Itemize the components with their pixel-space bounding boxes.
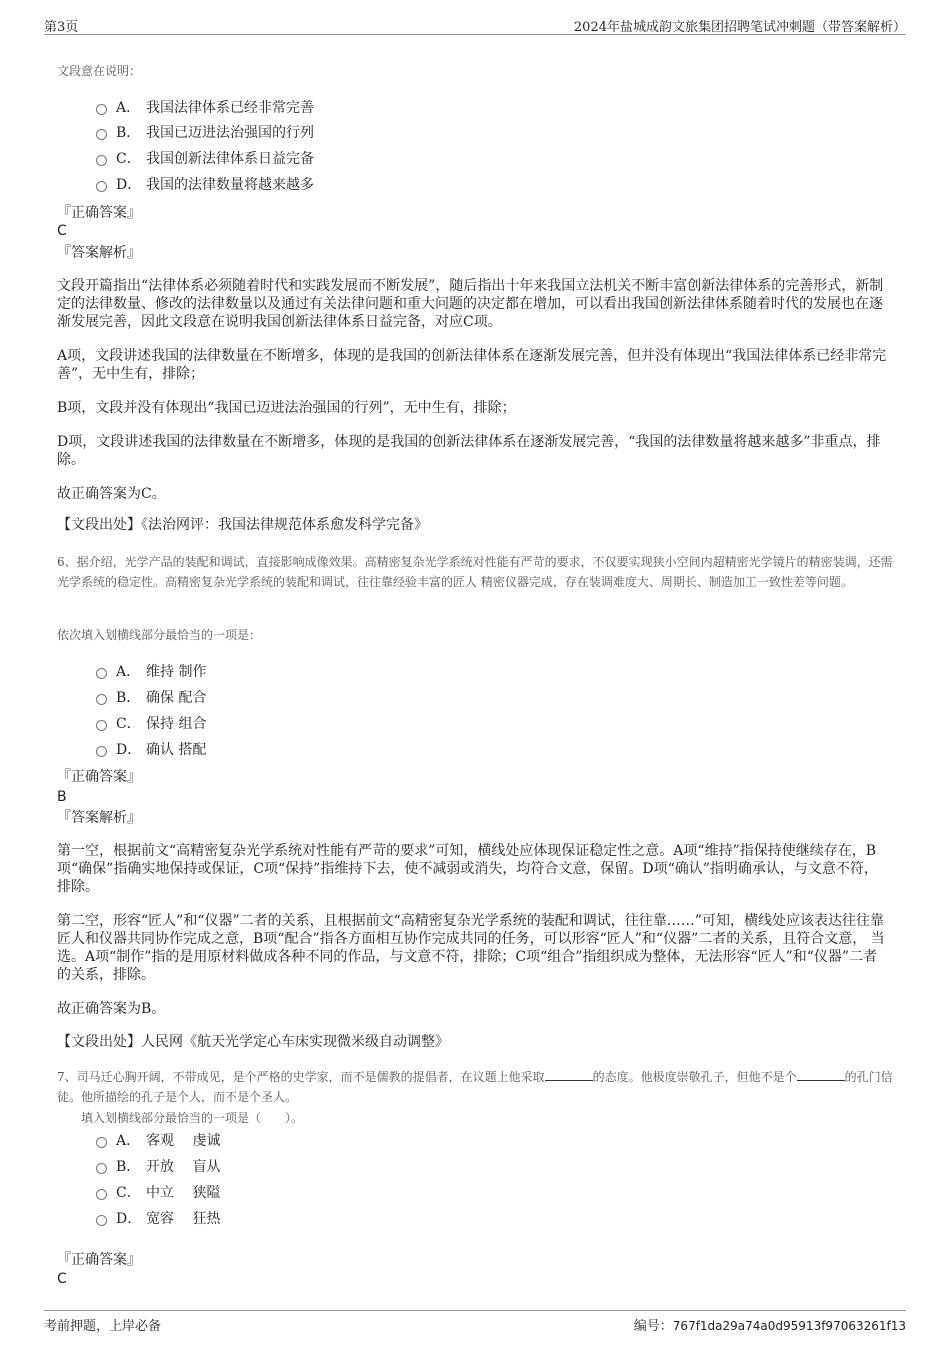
blank-line [545, 1068, 593, 1081]
q5-answer-label: 『正确答案』 [57, 205, 141, 221]
radio-icon[interactable] [96, 1163, 107, 1174]
q6-option-d[interactable]: D． 确认 搭配 [96, 740, 206, 760]
q6-conclusion: 故正确答案为B。 [57, 1001, 166, 1017]
page-number: 第3页 [44, 20, 79, 35]
q6-option-c[interactable]: C． 保持 组合 [96, 714, 206, 734]
radio-icon[interactable] [96, 181, 107, 192]
radio-icon[interactable] [96, 668, 107, 679]
q5-source: 【文段出处】《法治网评：我国法律规范体系愈发科学完备》 [57, 517, 428, 533]
q6-source: 【文段出处】人民网《航天光学定心车床实现微米级自动调整》 [57, 1034, 449, 1050]
q6-answer-label: 『正确答案』 [57, 769, 141, 785]
q6-stem: 6、据介绍，光学产品的装配和调试，直接影响成像效果。高精密复杂光学系统对性能有严苛的要求，不仅要实现狭小空间内超精密光学镜片的精密装调，还需 光学系统的稳定性。高精密复杂光学系统的装配和调试，往往靠经验丰富的匠人 精密仪器完成，存在装调难度大、周期长、制造加工一致性差等问题。 [57, 555, 893, 589]
q6-instruction: 依次填入划横线部分最恰当的一项是： [57, 628, 262, 642]
q7-option-c[interactable]: C． 中立 狭隘 [96, 1183, 220, 1203]
q6-analysis-paragraph: 第二空，形容“匠人”和“仪器”二者的关系，且根据前文“高精密复杂光学系统的装配和调试，往往靠……”可知，横线处应该表达往往靠匠人和仪器共同协作完成之意，B项“配合”指各方面相互协作完成共同的任务，可以形容“匠人”和“仪器”二者的关系，且符合文意， 当选。A项“制作”指的是用原材料做成各种不同的作品，与文意不符，排除；C项“组合”指组织成为整体，无法形容“匠人”和“仪器”二者的关系，排除。 [57, 913, 885, 983]
q6-answer: B [57, 789, 67, 805]
footer-slogan: 考前押题，上岸必备 [44, 1319, 162, 1334]
document-code: 编号：767f1da29a74a0d95913f97063261f13 [633, 1319, 906, 1334]
q5-answer: C [57, 223, 67, 239]
q5-stem: 文段意在说明： [57, 64, 142, 78]
q7-instruction: 填入划横线部分最恰当的一项是（ ）。 [81, 1111, 304, 1125]
radio-icon[interactable] [96, 1137, 107, 1148]
q7-answer-label: 『正确答案』 [57, 1252, 141, 1268]
q5-analysis-label: 『答案解析』 [57, 245, 141, 261]
q5-analysis-paragraph: 文段开篇指出“法律体系必须随着时代和实践发展而不断发展”，随后指出十年来我国立法机关不断丰富创新法律体系的完善形式，新制定的法律数量、修改的法律数量以及通过有关法律问题和重大问题的决定都在增加，可以看出我国创新法律体系随着时代的发展也在逐渐发展完善，因此文段意在说明我国创新法律体系日益完备，对应C项。 [57, 278, 884, 330]
q6-option-b[interactable]: B． 确保 配合 [96, 688, 206, 708]
q7-option-b[interactable]: B． 开放 盲从 [96, 1157, 220, 1177]
q5-option-d[interactable]: D． 我国的法律数量将越来越多 [96, 175, 314, 195]
document-title: 2024年盐城成韵文旅集团招聘笔试冲刺题（带答案解析） [573, 20, 906, 35]
q7-stem: 7、司马迁心胸开阔，不带成见，是个严格的史学家，而不是儒教的提倡者，在议题上他采取 的态度。他极度崇敬孔子，但他不是个 的孔门信徒。他所描绘的孔子是个人，而不是个圣人。 [57, 1070, 893, 1104]
radio-icon[interactable] [96, 155, 107, 166]
q6-option-a[interactable]: A． 维持 制作 [96, 662, 206, 682]
q7-answer: C [57, 1271, 67, 1287]
q7-option-a[interactable]: A． 客观 虔诚 [96, 1131, 220, 1151]
q5-option-b[interactable]: B． 我国已迈进法治强国的行列 [96, 123, 314, 143]
q6-analysis-label: 『答案解析』 [57, 810, 141, 826]
q5-option-a[interactable]: A． 我国法律体系已经非常完善 [96, 98, 314, 118]
q5-analysis-paragraph: A项，文段讲述我国的法律数量在不断增多，体现的是我国的创新法律体系在逐渐发展完善，但并没有体现出“我国法律体系已经非常完善”，无中生有，排除； [57, 348, 887, 382]
q6-analysis-paragraph: 第一空，根据前文“高精密复杂光学系统对性能有严苛的要求”可知，横线处应体现保证稳定性之意。A项“维持”指保持使继续存在，B项“确保”指确实地保持或保证，C项“保持”指维持下去，使不减弱或消失，均符合文意，保留。D项“确认”指明确承认，与文意不符，排除。 [57, 843, 878, 895]
radio-icon[interactable] [96, 746, 107, 757]
q5-option-c[interactable]: C． 我国创新法律体系日益完备 [96, 149, 314, 169]
q5-analysis-paragraph: D项，文段讲述我国的法律数量在不断增多，体现的是我国的创新法律体系在逐渐发展完善，“我国的法律数量将越来越多”非重点，排除。 [57, 434, 881, 468]
radio-icon[interactable] [96, 1215, 107, 1226]
radio-icon[interactable] [96, 1189, 107, 1200]
blank-line [797, 1068, 845, 1081]
q7-option-d[interactable]: D． 宽容 狂热 [96, 1209, 220, 1229]
radio-icon[interactable] [96, 104, 107, 115]
page-footer [44, 1310, 906, 1335]
q5-conclusion: 故正确答案为C。 [57, 486, 166, 502]
radio-icon[interactable] [96, 720, 107, 731]
radio-icon[interactable] [96, 694, 107, 705]
q5-analysis-paragraph: B项，文段并没有体现出“我国已迈进法治强国的行列”，无中生有，排除； [57, 400, 516, 416]
page-header [44, 14, 906, 35]
radio-icon[interactable] [96, 129, 107, 140]
